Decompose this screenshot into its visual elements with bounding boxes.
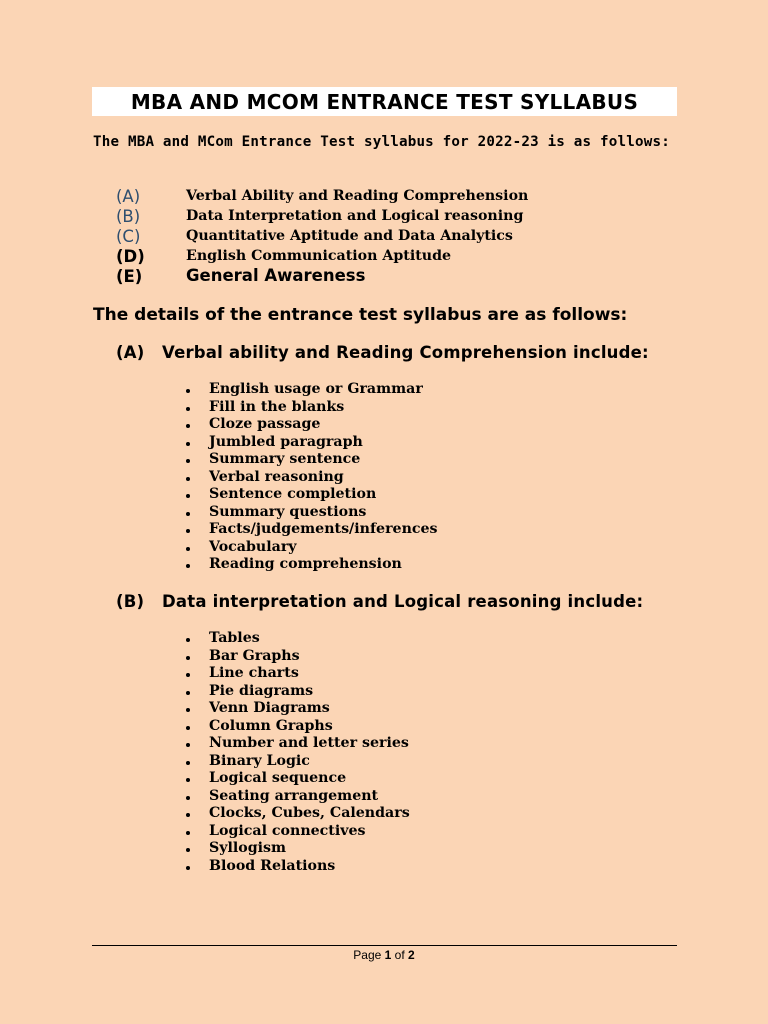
bullet-icon [186, 813, 190, 817]
page-word: Page [353, 948, 382, 962]
section-letter: (A) [116, 343, 145, 362]
overview-text: Verbal Ability and Reading Comprehension [186, 188, 529, 204]
list-item-text: Logical sequence [209, 770, 347, 786]
list-item-text: English usage or Grammar [209, 381, 423, 397]
overview-letter: (B) [116, 207, 141, 226]
list-item-text: Cloze passage [209, 416, 321, 432]
list-item-text: Verbal reasoning [209, 468, 344, 485]
details-heading: The details of the entrance test syllabus are as follows: [93, 305, 628, 325]
list-item-text: Line charts [209, 665, 299, 681]
list-item-text: Column Graphs [209, 717, 333, 734]
bullet-icon [186, 529, 190, 533]
overview-text: Data Interpretation and Logical reasoning [186, 208, 524, 224]
list-item-text: Number and letter series [209, 735, 409, 751]
list-item [184, 648, 410, 666]
bullet-icon [186, 547, 190, 551]
list-item-text: Vocabulary [209, 538, 297, 555]
list-item-text: Reading comprehension [209, 556, 402, 572]
of-word: of [394, 948, 405, 962]
list-item [184, 381, 438, 399]
current-page: 1 [384, 948, 392, 962]
bullet-icon [186, 389, 190, 393]
section-letter: (B) [116, 592, 145, 611]
intro-paragraph: The MBA and MCom Entrance Test syllabus for 2022-23 is as follows: [93, 134, 670, 150]
list-item-text: Binary Logic [209, 752, 310, 769]
bullet-icon [186, 761, 190, 765]
bullet-icon [186, 407, 190, 411]
bullet-icon [186, 424, 190, 428]
list-item-text: Clocks, Cubes, Calendars [209, 805, 410, 821]
list-item [184, 630, 410, 648]
overview-letter: (D) [116, 247, 145, 266]
section-b-list [184, 630, 410, 875]
list-item [184, 683, 410, 701]
list-item [184, 823, 410, 841]
list-item [184, 556, 438, 574]
overview-letter: (A) [116, 187, 141, 206]
list-item [184, 486, 438, 504]
section-a-heading [116, 343, 649, 362]
section-title: Data interpretation and Logical reasoning include: [162, 592, 644, 611]
list-item [184, 735, 410, 753]
list-item-text: Summary sentence [209, 451, 361, 467]
bullet-icon [186, 673, 190, 677]
list-item [184, 665, 410, 683]
bullet-icon [186, 442, 190, 446]
list-item [184, 770, 410, 788]
page-number [0, 948, 768, 962]
bullet-icon [186, 848, 190, 852]
bullet-icon [186, 866, 190, 870]
list-item-text: Bar Graphs [209, 647, 300, 664]
list-item [184, 788, 410, 806]
bullet-icon [186, 638, 190, 642]
overview-letter: (C) [116, 227, 141, 246]
bullet-icon [186, 494, 190, 498]
list-item-text: Seating arrangement [209, 787, 379, 804]
list-item [184, 539, 438, 557]
list-item [184, 858, 410, 876]
list-item [184, 521, 438, 539]
list-item-text: Tables [209, 630, 260, 646]
list-item-text: Facts/judgements/inferences [209, 521, 438, 537]
list-item [184, 469, 438, 487]
list-item [184, 700, 410, 718]
bullet-icon [186, 564, 190, 568]
bullet-icon [186, 512, 190, 516]
document-title: MBA AND MCOM ENTRANCE TEST SYLLABUS [92, 87, 677, 116]
section-title: Verbal ability and Reading Comprehension include: [162, 343, 649, 362]
bullet-icon [186, 691, 190, 695]
overview-letter: (E) [116, 267, 143, 286]
bullet-icon [186, 743, 190, 747]
list-item-text: Jumbled paragraph [209, 433, 363, 450]
footer-divider [92, 945, 677, 946]
list-item [184, 504, 438, 522]
section-a-list [184, 381, 438, 574]
list-item [184, 718, 410, 736]
bullet-icon [186, 656, 190, 660]
list-item [184, 434, 438, 452]
bullet-icon [186, 477, 190, 481]
bullet-icon [186, 459, 190, 463]
bullet-icon [186, 726, 190, 730]
list-item [184, 416, 438, 434]
bullet-icon [186, 778, 190, 782]
bullet-icon [186, 708, 190, 712]
list-item-text: Venn Diagrams [209, 700, 330, 716]
list-item-text: Blood Relations [209, 857, 336, 874]
bullet-icon [186, 831, 190, 835]
overview-text: General Awareness [186, 266, 366, 285]
list-item [184, 399, 438, 417]
list-item-text: Pie diagrams [209, 682, 314, 699]
list-item [184, 805, 410, 823]
list-item-text: Fill in the blanks [209, 398, 345, 415]
overview-text: English Communication Aptitude [186, 248, 452, 264]
list-item-text: Summary questions [209, 503, 367, 520]
list-item-text: Sentence completion [209, 486, 377, 502]
list-item-text: Syllogism [209, 840, 287, 856]
list-item-text: Logical connectives [209, 822, 366, 839]
list-item [184, 451, 438, 469]
section-b-heading [116, 592, 643, 611]
list-item [184, 753, 410, 771]
list-item [184, 840, 410, 858]
overview-text: Quantitative Aptitude and Data Analytics [186, 228, 513, 244]
bullet-icon [186, 796, 190, 800]
total-pages: 2 [408, 948, 415, 962]
